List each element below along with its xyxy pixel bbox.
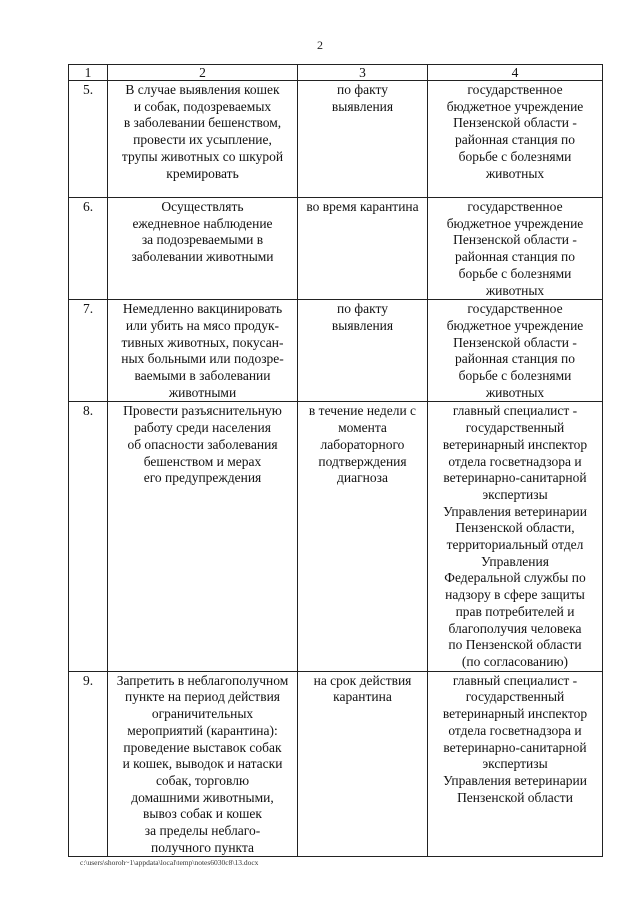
responsible-cell: государственное бюджетное учреждение Пензенской области - районная станция по борьбе с болезнями животных [428, 81, 603, 198]
term-cell: в течение недели с момента лабораторного подтверждения диагноза [298, 402, 428, 671]
header-cell: 3 [298, 65, 428, 81]
page-number: 2 [317, 38, 323, 52]
action-cell: Запретить в неблагополучном пункте на период действия ограничительных мероприятий (карантина): проведение выставок собак и кошек, выводок и натаски собак, торговлю домашними животными, вывоз собак и кошек за пределы неблаго- получного пункта [108, 671, 298, 857]
row-number: 7. [69, 300, 108, 402]
footer-file-path: c:\users\shoroh~1\appdata\local\temp\notes6030c8\13.docx [80, 858, 259, 867]
responsible-cell: государственное бюджетное учреждение Пензенской области - районная станция по борьбе с болезнями животных [428, 300, 603, 402]
action-cell: В случае выявления кошек и собак, подозреваемых в заболевании бешенством, провести их усыпление, трупы животных со шкурой кремировать [108, 81, 298, 198]
measures-table [68, 64, 603, 857]
header-cell: 2 [108, 65, 298, 81]
header-cell: 4 [428, 65, 603, 81]
table-header-row [69, 65, 603, 81]
row-number: 5. [69, 81, 108, 198]
term-cell: по факту выявления [298, 300, 428, 402]
row-number: 8. [69, 402, 108, 671]
responsible-cell: главный специалист - государственный ветеринарный инспектор отдела госветнадзора и ветеринарно-санитарной экспертизы Управления ветеринарии Пензенской области, территориальный отдел Управления Федеральной службы по надзору в сфере защиты прав потребителей и благополучия человека по Пензенской области (по согласованию) [428, 402, 603, 671]
action-cell: Немедленно вакцинировать или убить на мясо продук- тивных животных, покусан- ных больными или подозре- ваемыми в заболевании животными [108, 300, 298, 402]
action-cell: Провести разъяснительную работу среди населения об опасности заболевания бешенством и мерах его предупреждения [108, 402, 298, 671]
responsible-cell: главный специалист - государственный ветеринарный инспектор отдела госветнадзора и ветеринарно-санитарной экспертизы Управления ветеринарии Пензенской области [428, 671, 603, 857]
table-row [69, 81, 603, 198]
table-row [69, 402, 603, 671]
action-cell: Осуществлять ежедневное наблюдение за подозреваемыми в заболевании животными [108, 198, 298, 300]
table-row [69, 198, 603, 300]
row-number: 6. [69, 198, 108, 300]
term-cell: на срок действия карантина [298, 671, 428, 857]
row-number: 9. [69, 671, 108, 857]
term-cell: по факту выявления [298, 81, 428, 198]
table-row [69, 300, 603, 402]
responsible-cell: государственное бюджетное учреждение Пензенской области - районная станция по борьбе с болезнями животных [428, 198, 603, 300]
term-cell: во время карантина [298, 198, 428, 300]
header-cell: 1 [69, 65, 108, 81]
table-row [69, 671, 603, 857]
